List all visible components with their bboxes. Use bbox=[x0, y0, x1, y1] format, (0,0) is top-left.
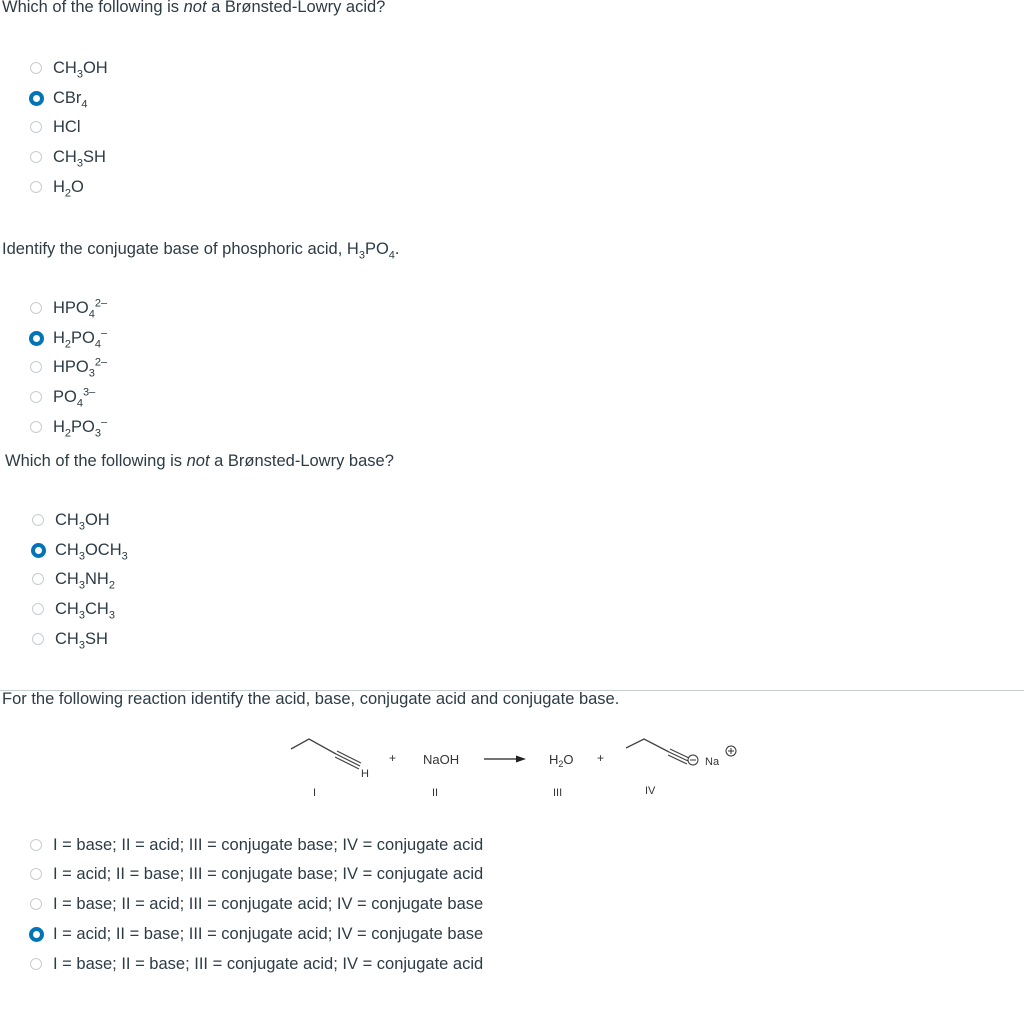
compound-iv-bond bbox=[626, 739, 669, 752]
option-label: I = base; II = base; III = conjugate acid; IV = conjugate acid bbox=[53, 954, 484, 973]
q4-option-2[interactable] bbox=[30, 862, 483, 886]
option-label: $CH_3OH$ bbox=[53, 58, 108, 80]
option-label: $CH_3SH$ bbox=[53, 147, 106, 169]
q4-option-4[interactable] bbox=[30, 922, 483, 946]
option-label: $CH_3OCH_3$ bbox=[55, 540, 128, 562]
option-label: $CH_3NH_2$ bbox=[55, 569, 115, 591]
plus-sign: + bbox=[597, 751, 605, 765]
option-label: $HPO_4^{2-}$ bbox=[53, 297, 108, 320]
radio-button[interactable] bbox=[30, 958, 42, 970]
radio-button-selected[interactable] bbox=[29, 927, 44, 942]
triple-bond-line bbox=[335, 757, 359, 769]
q4-option-1[interactable] bbox=[30, 833, 483, 857]
hydrogen-label: H bbox=[361, 768, 369, 780]
option-label: $HPO_3^{2-}$ bbox=[53, 356, 108, 379]
option-label: I = acid; II = base; III = conjugate base; IV = conjugate acid bbox=[53, 864, 484, 883]
radio-button[interactable] bbox=[30, 868, 42, 880]
radio-button[interactable] bbox=[30, 839, 42, 851]
label-ii: II bbox=[432, 787, 439, 799]
option-label: CBr$_4$ bbox=[53, 88, 88, 110]
option-label: HCl bbox=[53, 117, 81, 136]
question-1-text: Which of the following is not a Brønsted-Lowry acid? bbox=[2, 0, 386, 16]
q4-option-3[interactable] bbox=[30, 892, 483, 916]
radio-button[interactable] bbox=[30, 898, 42, 910]
compound-i-bond bbox=[291, 739, 336, 754]
option-label: $CH_3OH$ bbox=[55, 510, 110, 532]
label-iii: III bbox=[553, 787, 563, 799]
q4-option-5[interactable] bbox=[30, 952, 483, 976]
option-label: I = base; II = acid; III = conjugate base; IV = conjugate acid bbox=[53, 835, 484, 854]
option-label: $CH_3SH$ bbox=[55, 629, 108, 651]
option-label: $H_2O$ bbox=[53, 177, 84, 199]
triple-bond-line bbox=[336, 754, 360, 766]
option-label: $PO_4^{3-}$ bbox=[53, 386, 96, 409]
arrow-head-icon bbox=[516, 756, 526, 763]
triple-bond-line bbox=[337, 751, 361, 763]
sodium-label: Na bbox=[705, 756, 720, 768]
option-label: I = base; II = acid; III = conjugate acid; IV = conjugate base bbox=[53, 894, 484, 913]
question-4-text: For the following reaction identify the acid, base, conjugate acid and conjugate base. bbox=[2, 690, 620, 708]
option-label: I = acid; II = base; III = conjugate acid; IV = conjugate base bbox=[53, 924, 484, 943]
water-label: $H_2O$ bbox=[549, 752, 574, 769]
plus-sign: + bbox=[389, 751, 397, 765]
question-2-text: Identify the conjugate base of phosphoric acid, $H_3PO_4$. bbox=[2, 240, 400, 262]
question-3-text: Which of the following is not a Brønsted-Lowry base? bbox=[5, 452, 394, 470]
option-label: $H_2PO_4^-$ bbox=[53, 327, 108, 350]
naoh-label: NaOH bbox=[423, 752, 460, 767]
label-i: I bbox=[313, 787, 317, 799]
option-label: $H_2PO_3^-$ bbox=[53, 416, 108, 439]
label-iv: IV bbox=[645, 785, 656, 797]
option-label: $CH_3CH_3$ bbox=[55, 599, 115, 621]
